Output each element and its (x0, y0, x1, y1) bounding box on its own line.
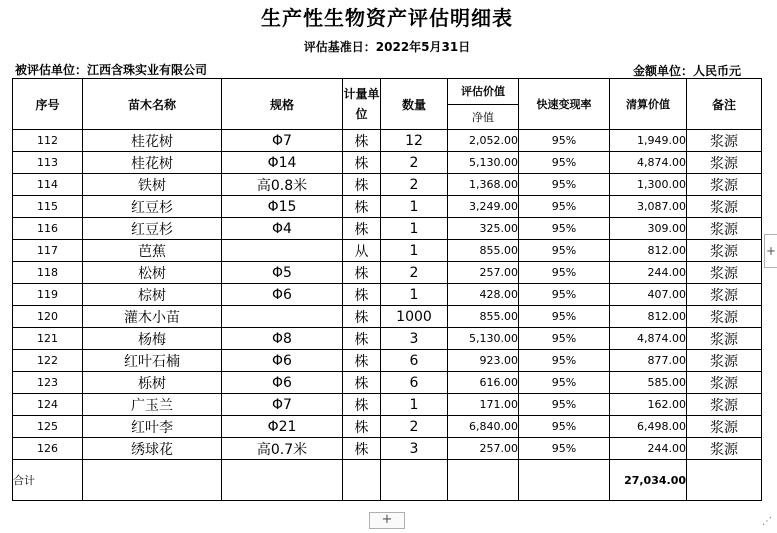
table-row (13, 174, 762, 196)
row-spec: Φ14 (222, 152, 343, 174)
row-liq-value: 162.00 (610, 394, 687, 416)
table-row (13, 240, 762, 262)
row-remark: 浆源 (687, 262, 762, 284)
row-qty: 1000 (381, 306, 448, 328)
row-liq-value: 4,874.00 (610, 152, 687, 174)
row-qty: 2 (381, 174, 448, 196)
row-remark: 浆源 (687, 174, 762, 196)
row-qty: 2 (381, 416, 448, 438)
header-spec: 规格 (222, 79, 343, 130)
row-remark: 浆源 (687, 196, 762, 218)
row-spec: Φ7 (222, 130, 343, 152)
row-name: 松树 (83, 262, 222, 284)
table-row (13, 130, 762, 152)
row-qty: 1 (381, 394, 448, 416)
row-liq-value: 244.00 (610, 438, 687, 460)
row-unit: 株 (343, 328, 381, 350)
row-liq-value: 585.00 (610, 372, 687, 394)
row-name: 广玉兰 (83, 394, 222, 416)
row-liq-value: 1,300.00 (610, 174, 687, 196)
row-net-value: 855.00 (448, 240, 519, 262)
row-name: 红豆杉 (83, 196, 222, 218)
row-rate: 95% (519, 306, 610, 328)
row-rate: 95% (519, 416, 610, 438)
row-seq: 122 (13, 350, 83, 372)
row-unit: 株 (343, 416, 381, 438)
row-remark: 浆源 (687, 372, 762, 394)
row-rate: 95% (519, 350, 610, 372)
row-seq: 121 (13, 328, 83, 350)
row-spec: 高0.8米 (222, 174, 343, 196)
row-liq-value: 1,949.00 (610, 130, 687, 152)
row-name: 桂花树 (83, 152, 222, 174)
row-spec: Φ15 (222, 196, 343, 218)
header-unit: 计量单位 (343, 79, 381, 130)
row-seq: 120 (13, 306, 83, 328)
row-unit: 从 (343, 240, 381, 262)
table-row (13, 284, 762, 306)
row-liq-value: 244.00 (610, 262, 687, 284)
header-remark: 备注 (687, 79, 762, 130)
row-liq-value: 6,498.00 (610, 416, 687, 438)
table-body (13, 130, 762, 460)
table-row (13, 372, 762, 394)
row-qty: 2 (381, 152, 448, 174)
row-name: 红豆杉 (83, 218, 222, 240)
base-date: 评估基准日：2022年5月31日 (303, 40, 471, 54)
row-remark: 浆源 (687, 438, 762, 460)
asset-table (12, 78, 762, 501)
row-qty: 3 (381, 328, 448, 350)
row-rate: 95% (519, 372, 610, 394)
row-unit: 株 (343, 262, 381, 284)
row-seq: 117 (13, 240, 83, 262)
row-net-value: 2,052.00 (448, 130, 519, 152)
row-rate: 95% (519, 284, 610, 306)
row-net-value: 325.00 (448, 218, 519, 240)
row-net-value: 6,840.00 (448, 416, 519, 438)
header-rate: 快速变现率 (519, 79, 610, 130)
table-row (13, 196, 762, 218)
evaluated-unit: 被评估单位：江西含珠实业有限公司 (15, 63, 208, 77)
row-remark: 浆源 (687, 240, 762, 262)
table-row (13, 350, 762, 372)
row-qty: 6 (381, 372, 448, 394)
total-label: 合计 (13, 460, 83, 501)
row-remark: 浆源 (687, 328, 762, 350)
row-unit: 株 (343, 196, 381, 218)
row-spec: Φ7 (222, 394, 343, 416)
row-name: 栎树 (83, 372, 222, 394)
row-seq: 112 (13, 130, 83, 152)
row-liq-value: 812.00 (610, 306, 687, 328)
row-qty: 1 (381, 196, 448, 218)
row-seq: 124 (13, 394, 83, 416)
row-net-value: 616.00 (448, 372, 519, 394)
row-spec (222, 240, 343, 262)
row-unit: 株 (343, 372, 381, 394)
row-rate: 95% (519, 218, 610, 240)
table-row (13, 218, 762, 240)
header-eval-value: 评估价值 (448, 79, 519, 105)
row-name: 铁树 (83, 174, 222, 196)
row-name: 绣球花 (83, 438, 222, 460)
row-liq-value: 407.00 (610, 284, 687, 306)
row-qty: 2 (381, 262, 448, 284)
row-rate: 95% (519, 328, 610, 350)
row-name: 芭蕉 (83, 240, 222, 262)
table-row (13, 306, 762, 328)
row-rate: 95% (519, 438, 610, 460)
row-seq: 123 (13, 372, 83, 394)
table-row (13, 438, 762, 460)
row-liq-value: 3,087.00 (610, 196, 687, 218)
row-qty: 1 (381, 284, 448, 306)
total-liq-value: 27,034.00 (610, 460, 687, 501)
row-qty: 3 (381, 438, 448, 460)
row-name: 杨梅 (83, 328, 222, 350)
header-seq: 序号 (13, 79, 83, 130)
row-spec (222, 306, 343, 328)
row-net-value: 5,130.00 (448, 152, 519, 174)
row-net-value: 855.00 (448, 306, 519, 328)
row-unit: 株 (343, 130, 381, 152)
row-seq: 115 (13, 196, 83, 218)
row-spec: Φ4 (222, 218, 343, 240)
row-seq: 119 (13, 284, 83, 306)
table-row (13, 152, 762, 174)
row-liq-value: 877.00 (610, 350, 687, 372)
row-rate: 95% (519, 152, 610, 174)
row-remark: 浆源 (687, 152, 762, 174)
row-unit: 株 (343, 350, 381, 372)
table-row (13, 394, 762, 416)
row-spec: Φ21 (222, 416, 343, 438)
table-row (13, 416, 762, 438)
row-liq-value: 4,874.00 (610, 328, 687, 350)
row-remark: 浆源 (687, 306, 762, 328)
header-liq-value: 清算价值 (610, 79, 687, 130)
row-name: 红叶李 (83, 416, 222, 438)
header-net-value: 净值 (448, 104, 519, 130)
row-rate: 95% (519, 130, 610, 152)
currency-unit: 金额单位：人民币元 (633, 64, 742, 78)
row-name: 红叶石楠 (83, 350, 222, 372)
row-spec: Φ5 (222, 262, 343, 284)
row-name: 棕树 (83, 284, 222, 306)
total-row (13, 460, 762, 501)
row-seq: 113 (13, 152, 83, 174)
row-seq: 125 (13, 416, 83, 438)
row-unit: 株 (343, 152, 381, 174)
add-sheet-button[interactable]: + (369, 512, 405, 529)
row-qty: 12 (381, 130, 448, 152)
row-qty: 1 (381, 240, 448, 262)
row-unit: 株 (343, 284, 381, 306)
table-row (13, 262, 762, 284)
row-unit: 株 (343, 438, 381, 460)
row-spec: Φ8 (222, 328, 343, 350)
report-title: 生产性生物资产评估明细表 (261, 6, 513, 30)
row-unit: 株 (343, 306, 381, 328)
row-net-value: 3,249.00 (448, 196, 519, 218)
row-unit: 株 (343, 218, 381, 240)
row-net-value: 5,130.00 (448, 328, 519, 350)
row-name: 灌木小苗 (83, 306, 222, 328)
row-net-value: 171.00 (448, 394, 519, 416)
row-seq: 114 (13, 174, 83, 196)
header-name: 苗木名称 (83, 79, 222, 130)
row-seq: 126 (13, 438, 83, 460)
row-rate: 95% (519, 262, 610, 284)
side-expand-handle[interactable]: + (764, 234, 777, 268)
row-rate: 95% (519, 394, 610, 416)
row-seq: 118 (13, 262, 83, 284)
row-rate: 95% (519, 174, 610, 196)
row-remark: 浆源 (687, 130, 762, 152)
row-net-value: 923.00 (448, 350, 519, 372)
row-net-value: 257.00 (448, 438, 519, 460)
row-net-value: 428.00 (448, 284, 519, 306)
resize-grip-icon[interactable]: ⋰ (762, 516, 772, 527)
row-qty: 1 (381, 218, 448, 240)
row-remark: 浆源 (687, 218, 762, 240)
row-remark: 浆源 (687, 284, 762, 306)
row-liq-value: 309.00 (610, 218, 687, 240)
row-net-value: 257.00 (448, 262, 519, 284)
row-seq: 116 (13, 218, 83, 240)
header-qty: 数量 (381, 79, 448, 130)
table-row (13, 328, 762, 350)
row-name: 桂花树 (83, 130, 222, 152)
row-spec: 高0.7米 (222, 438, 343, 460)
row-net-value: 1,368.00 (448, 174, 519, 196)
row-qty: 6 (381, 350, 448, 372)
row-spec: Φ6 (222, 372, 343, 394)
row-unit: 株 (343, 394, 381, 416)
row-remark: 浆源 (687, 416, 762, 438)
row-remark: 浆源 (687, 394, 762, 416)
row-rate: 95% (519, 196, 610, 218)
row-remark: 浆源 (687, 350, 762, 372)
row-spec: Φ6 (222, 350, 343, 372)
row-rate: 95% (519, 240, 610, 262)
row-liq-value: 812.00 (610, 240, 687, 262)
row-unit: 株 (343, 174, 381, 196)
row-spec: Φ6 (222, 284, 343, 306)
